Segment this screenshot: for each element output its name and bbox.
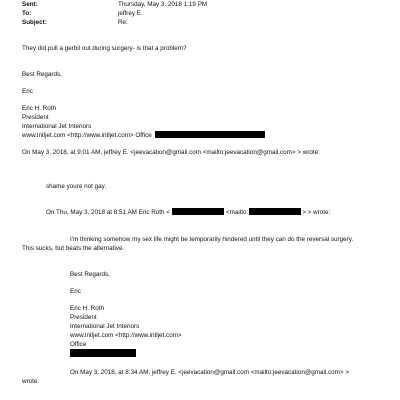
quote2-sig-title: President xyxy=(70,314,97,321)
reply-body: They did pull a gerbil out during surgery- is that a problem? xyxy=(22,45,187,52)
reply-sig-title: President xyxy=(22,114,49,121)
reply-sig-web: www.intljet.com <http://www.intljet.com> Office xyxy=(22,132,152,140)
subject-label: Subject: xyxy=(22,19,47,26)
redaction-block xyxy=(70,349,136,357)
redaction-block xyxy=(155,131,265,138)
to-value: jeffrey E. xyxy=(118,10,143,17)
quote2-sig-office: Office xyxy=(70,341,87,348)
quote3-intro-line1: On May 3, 2018, at 8:34 AM, jeffrey E. <jeevacation@gmail.com <mailto:jeevacation@gmail.com> > xyxy=(70,369,350,376)
redaction-block xyxy=(249,208,301,215)
reply-first-name: Eric xyxy=(22,88,33,95)
subject-value: Re: xyxy=(118,19,128,26)
quote2-first-name: Eric xyxy=(70,288,81,295)
quote2-sig-company: International Jet Interiors xyxy=(70,323,140,330)
to-label: To: xyxy=(22,10,32,17)
quote2-intro xyxy=(46,209,330,217)
quote2-body-line2: This sucks, but beats the alternative. xyxy=(22,245,125,252)
quote2-intro-start: On Thu, May 3, 2018 at 8:51 AM Eric Roth < xyxy=(46,209,170,217)
sent-label: Sent: xyxy=(22,1,38,8)
quote1-intro: On May 3, 2018, at 9:01 AM, jeffrey E. <jeevacation@gmail.com <mailto:jeevacation@gmail.com> > wrote: xyxy=(22,149,320,156)
quote2-intro-mid: <mailto: xyxy=(225,209,249,217)
reply-sig-company: International Jet Interiors xyxy=(22,123,92,130)
reply-regards: Best Regards, xyxy=(22,71,62,78)
reply-sig-web-line xyxy=(22,132,265,140)
reply-sig-name: Eric H. Roth xyxy=(22,105,56,112)
quote1-body: shame youre not gay. xyxy=(46,183,107,190)
quote2-regards: Best Regards, xyxy=(70,271,110,278)
quote3-intro-line2: wrote: xyxy=(22,378,40,385)
redaction-block xyxy=(172,208,224,215)
quote2-intro-end: > > wrote: xyxy=(302,209,331,217)
quote2-sig-name: Eric H. Roth xyxy=(70,305,104,312)
quote2-sig-web: www.intljet.com <http://www.intljet.com> xyxy=(70,332,182,339)
quote2-body-line1: I'm thinking somehow my sex life might be temporarily hindered until they can do the reversal surgery. xyxy=(70,236,354,243)
sent-value: Thursday, May 3, 2018 1:19 PM xyxy=(118,1,208,8)
